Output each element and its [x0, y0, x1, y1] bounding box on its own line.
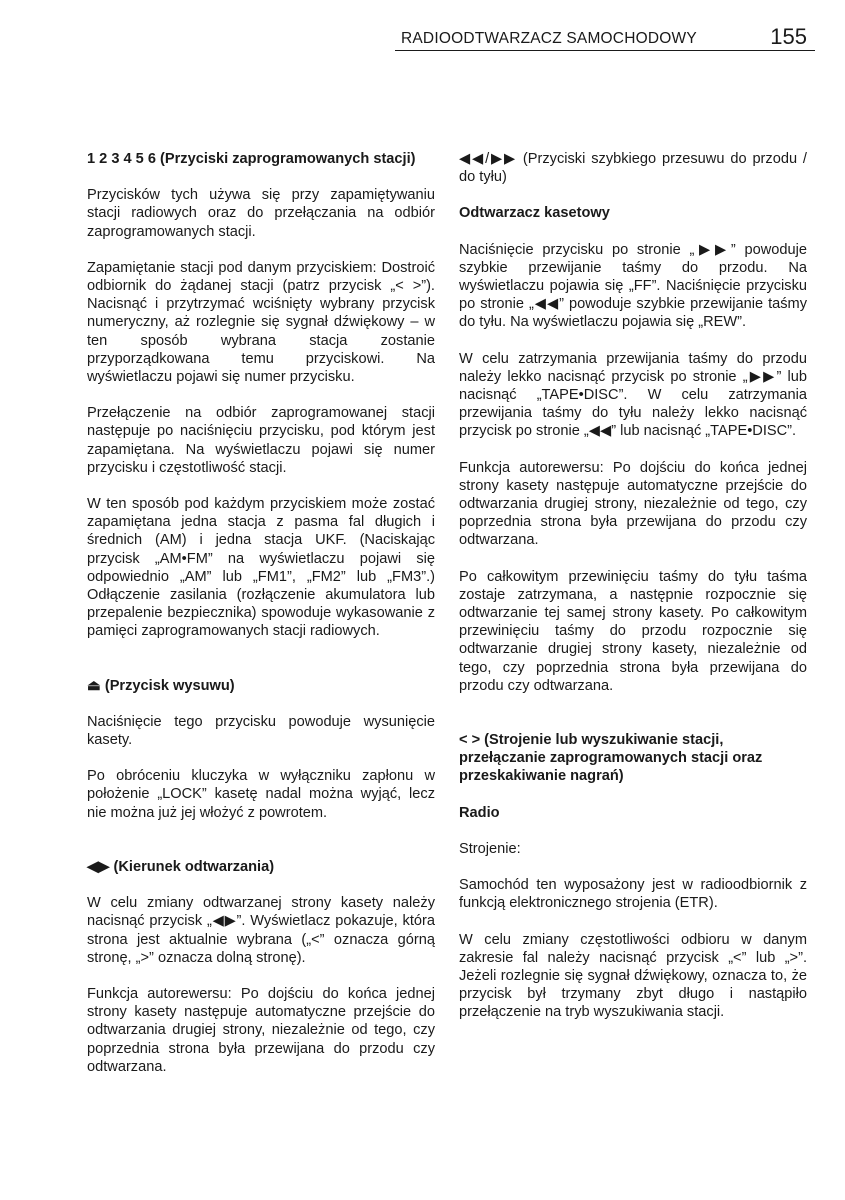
cassette-paragraph-2: W celu zatrzymania przewijania taśmy do przodu należy lekko nacisnąć przycisk po stronie „▶▶” lub nacisnąć „TAPE•DISC”. W celu zatrzymania przewijania taśmy do tyłu należy lekko nacisnąć przycisk po stronie „◀◀” lub nacisnąć „TAPE•DISC”.: [459, 350, 807, 440]
cassette-paragraph-3: Funkcja autorewersu: Po dojściu do końca jednej strony kasety następuje automatyczne przejście do odtwarzania drugiej strony, niezależnie od tego, czy poprzednia strona była przewijana do przodu czy odtwarzana.: [459, 459, 807, 549]
radio-paragraph-1: Strojenie:: [459, 840, 521, 857]
presets-heading: 1 2 3 4 5 6 (Przyciski zaprogramowanych stacji): [87, 151, 416, 167]
eject-heading: ⏏ (Przycisk wysuwu): [87, 677, 235, 694]
direction-heading: ◀▶ (Kierunek odtwarzania): [87, 858, 275, 875]
radio-paragraph-3: W celu zmiany częstotliwości odbioru w danym zakresie fal należy nacisnąć przycisk „<” lub „>”. Jeżeli rozlegnie się sygnał dźwiękowy, oznacza to, że przycisk był trzymany zbyt długo i nastąpiło przełączenie na tryb wyszukiwania stacji.: [459, 931, 807, 1021]
presets-paragraph-4: W ten sposób pod każdym przyciskiem może zostać zapamiętana jedna stacja z pasma fal długich i średnich (AM) i jedna stacja UKF. (Naciskając przycisk „AM•FM” na wyświetlaczu pojawi się odpowiednio „AM” lub „FM1”, „FM2” lub „FM3”.) Odłączenie zasilania (rozłączenie akumulatora lub przepalenie bezpiecznika) spowoduje wykasowanie z pamięci zaprogramowanych stacji radiowych.: [87, 496, 435, 640]
tuning-heading: < > (Strojenie lub wyszukiwanie stacji, przełączanie zaprogramowanych stacji oraz przeskakiwanie nagrań): [459, 732, 763, 785]
cassette-paragraph-4: Po całkowitym przewinięciu taśmy do tyłu taśma zostaje zatrzymana, a następnie rozpocznie się odtwarzanie tej samej strony kasety. Po całkowitym przewinięciu taśmy do przodu rozpocznie się odtwarzanie drugiej strony kasety, niezależnie od tego, czy poprzednia strona była przewijana do przodu czy odtwarzana.: [459, 568, 807, 694]
direction-paragraph-2: Funkcja autorewersu: Po dojściu do końca jednej strony kasety następuje automatyczne przejście do odtwarzania drugiej strony, niezależnie od tego, czy poprzednia strona była przewijana do przodu czy odtwarzana.: [87, 985, 435, 1075]
radio-paragraph-2: Samochód ten wyposażony jest w radioodbiornik z funkcją elektronicznego strojenia (ETR).: [459, 877, 807, 912]
left-column: [87, 150, 435, 1094]
presets-paragraph-3: Przełączenie na odbiór zaprogramowanej stacji następuje po naciśnięciu przycisku, pod którym jest zapamiętana. Na wyświetlaczu pojawi się numer przycisku i częstotliwość stacji.: [87, 405, 435, 476]
page-number: 155: [770, 24, 807, 49]
ff-rew-intro: ◀◀/▶▶ (Przyciski szybkiego przesuwu do przodu / do tyłu): [459, 151, 807, 186]
right-column: [459, 150, 807, 1040]
cassette-paragraph-1: Naciśnięcie przycisku po stronie „▶▶” powoduje szybkie przewijanie taśmy do przodu. Na wyświetlaczu pojawia się „FF”. Naciśnięcie przycisku po stronie „◀◀” powoduje szybkie przewijanie taśmy do tyłu. Na wyświetlaczu pojawia się „REW”.: [459, 241, 807, 331]
cassette-heading: Odtwarzacz kasetowy: [459, 205, 610, 222]
header-rule: [395, 50, 815, 51]
direction-paragraph-1: W celu zmiany odtwarzanej strony kasety należy nacisnąć przycisk „◀▶”. Wyświetlacz pokazuje, która strona jest aktualnie wybrana („<” oznacza górną stronę, „>” oznacza dolną stronę).: [87, 895, 435, 966]
page-header: [395, 22, 815, 52]
radio-heading: Radio: [459, 804, 500, 821]
running-header-title: RADIOODTWARZACZ SAMOCHODOWY: [401, 30, 697, 47]
eject-paragraph-2: Po obróceniu kluczyka w wyłączniku zapłonu w położenie „LOCK” kasetę nadal można wyjąć, lecz nie można już jej włożyć z powrotem.: [87, 768, 435, 821]
presets-paragraph-1: Przycisków tych używa się przy zapamiętywaniu stacji radiowych oraz do przełączania na odbiór zaprogramowanych stacji.: [87, 187, 435, 240]
presets-paragraph-2: Zapamiętanie stacji pod danym przyciskiem: Dostroić odbiornik do żądanej stacji (patrz przycisk „< >”). Nacisnąć i przytrzymać wciśnięty wybrany przycisk numeryczny, aż rozlegnie się sygnał dźwiękowy – w ten sposób wybrana stacja zostanie przyporządkowana temu przyciskowi. Na wyświetlaczu pojawi się numer przycisku.: [87, 259, 435, 386]
eject-paragraph-1: Naciśnięcie tego przycisku powoduje wysunięcie kasety.: [87, 713, 435, 749]
